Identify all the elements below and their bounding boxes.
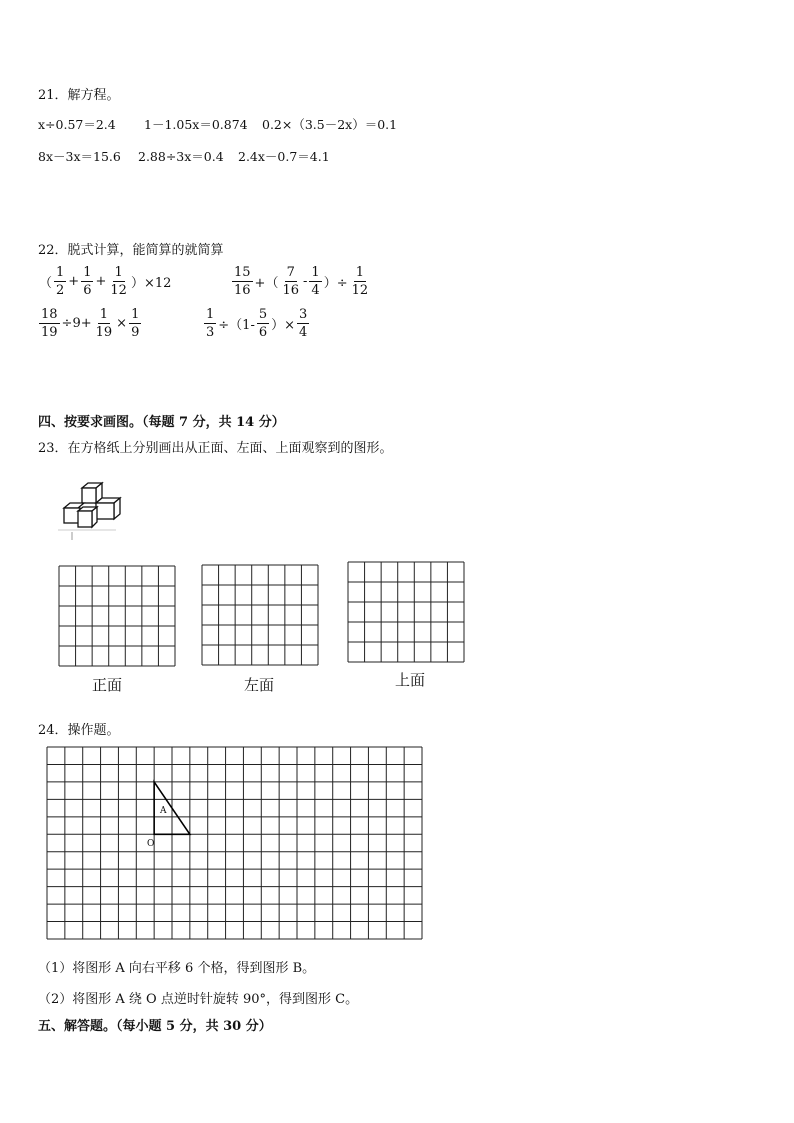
- top-view-label: 上面: [395, 671, 426, 689]
- top-view-grid[interactable]: [348, 562, 465, 662]
- fraction: $\frac{1}{19}$: [95, 307, 113, 340]
- expression-2: [231, 266, 371, 297]
- fraction: $\frac{1}{6}$: [83, 265, 92, 298]
- fraction: $\frac{5}{6}$: [258, 307, 268, 340]
- fraction: $\frac{1}{4}$: [311, 265, 320, 298]
- fraction: $\frac{1}{3}$: [206, 307, 215, 340]
- left-view-label: 左面: [244, 676, 275, 694]
- paren: （: [39, 276, 53, 291]
- operator: ）×: [271, 318, 296, 333]
- left-view-grid[interactable]: [202, 565, 319, 665]
- fraction: $\frac{1}{12}$: [351, 265, 369, 298]
- q23-title: 23．在方格纸上分别画出从正面、左面、上面观察到的图形。: [38, 441, 393, 456]
- cubes-figure: [56, 482, 128, 540]
- equation-2: 1－1.05x＝0.874: [144, 117, 248, 132]
- front-view-label: 正面: [92, 676, 123, 694]
- front-view-grid[interactable]: [59, 566, 176, 666]
- operator: ）÷: [323, 276, 348, 291]
- fraction: $\frac{1}{9}$: [131, 307, 140, 340]
- fraction: $\frac{15}{16}$: [234, 265, 251, 298]
- operator: +（: [254, 276, 279, 291]
- fraction: $\frac{1}{12}$: [110, 265, 127, 298]
- fraction: $\frac{18}{19}$: [41, 307, 58, 340]
- q24-subquestion-1: （1）将图形 A 向右平移 6 个格，得到图形 B。: [38, 961, 316, 976]
- fraction: $\frac{7}{16}$: [282, 265, 299, 298]
- q24-title: 24．操作题。: [38, 723, 120, 738]
- operator: ÷（1-: [218, 318, 255, 333]
- q24-subquestion-2: （2）将图形 A 绕 O 点逆时针旋转 90°，得到图形 C。: [38, 992, 359, 1007]
- equation-4: 8x－3x＝15.6: [38, 149, 121, 164]
- equation-1: x÷0.57＝2.4: [38, 117, 116, 132]
- expression-1: [38, 266, 172, 297]
- equation-6: 2.4x－0.7＝4.1: [238, 149, 330, 164]
- operator: +: [68, 274, 80, 289]
- section-5-title: 五、解答题。（每小题 5 分，共 30 分）: [38, 1019, 272, 1034]
- fraction: $\frac{1}{2}$: [56, 265, 65, 298]
- shape-a-label: A: [160, 806, 167, 816]
- expression-3: [38, 308, 142, 339]
- q21-title: 21．解方程。: [38, 88, 120, 103]
- equation-5: 2.88÷3x＝0.4: [138, 149, 224, 164]
- expression-4: [203, 308, 310, 339]
- operator: ）×12: [130, 276, 172, 291]
- operator: ×: [116, 316, 128, 331]
- operator: +: [95, 274, 107, 289]
- fraction: $\frac{3}{4}$: [299, 307, 308, 340]
- operator: -: [303, 274, 308, 289]
- operation-grid[interactable]: [47, 747, 423, 940]
- section-4-title: 四、按要求画图。（每题 7 分，共 14 分）: [38, 415, 285, 430]
- equation-3: 0.2×（3.5－2x）＝0.1: [262, 117, 398, 132]
- q22-title: 22．脱式计算，能简算的就简算: [38, 243, 224, 258]
- point-o-label: O: [147, 839, 155, 849]
- operator: ÷9+: [61, 316, 92, 331]
